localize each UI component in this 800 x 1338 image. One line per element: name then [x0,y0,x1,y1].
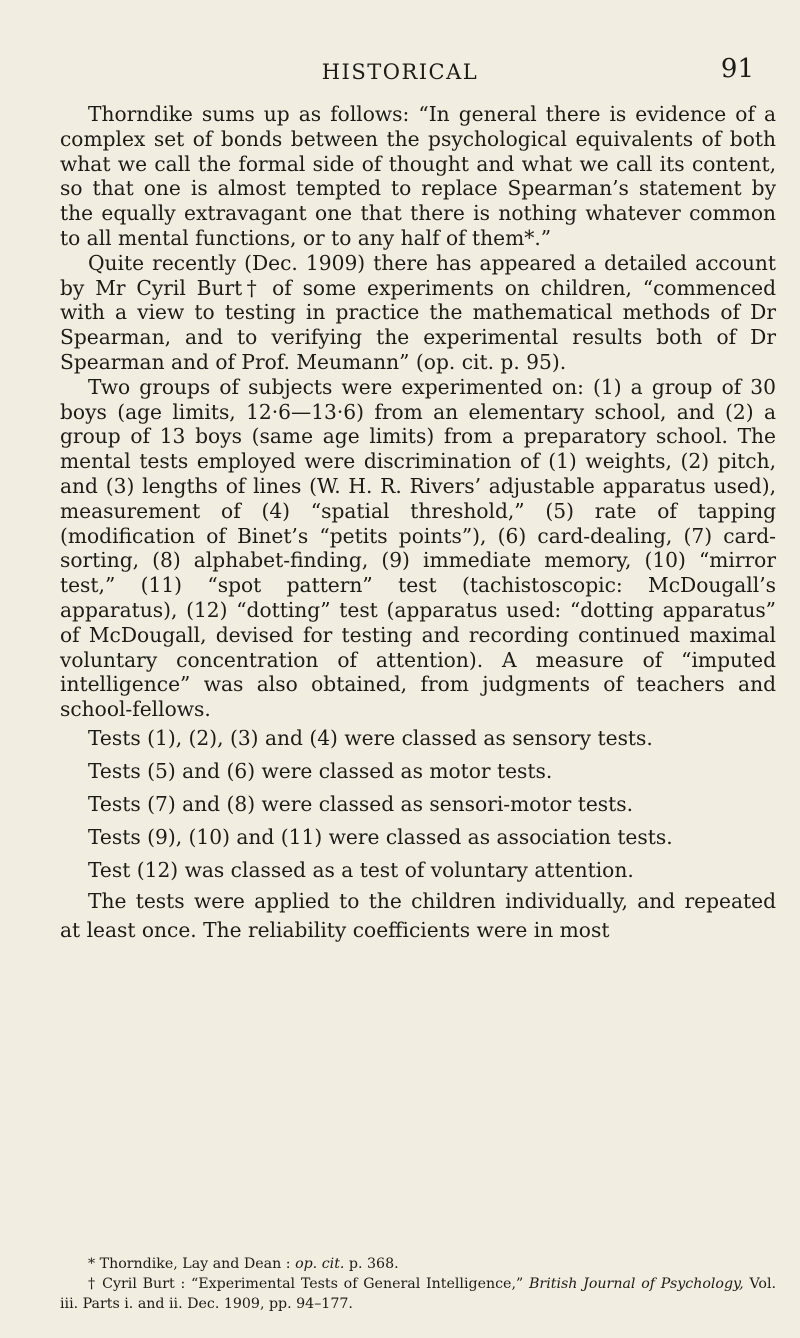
page-number: 91 [720,54,754,84]
footnote-burt-prefix: † Cyril Burt : “Experimental Tests of General Intelligence,” [88,1276,529,1292]
footnote-thorndike-suffix: p. 368. [344,1256,399,1272]
classification-motor: Tests (5) and (6) were classed as motor tests. [88,758,553,783]
footnote-thorndike-italic: op. cit. [295,1256,345,1272]
paragraph-thorndike: Thorndike sums up as follows: “In general there is evidence of a complex set of bonds between the psychological equivalents of both what we call the formal side of thought and what we call its content, so that one is almost tempted to replace Spearman’s statement by the equally extravagant one that there is nothing whatever common to all mental functions, or to any half of them*.” [60,102,776,250]
body-text [60,102,776,945]
running-head-title: HISTORICAL [321,60,479,84]
classification-association: Tests (9), (10) and (11) were classed as association tests. [88,824,673,849]
running-head [0,54,800,90]
footnote-thorndike [60,1254,776,1274]
classification-sensory: Tests (1), (2), (3) and (4) were classed as sensory tests. [88,725,653,750]
paragraph-closing: The tests were applied to the children individually, and repeated at least once. The reliability coefficients were in most [60,888,776,942]
footnote-burt-italic: British Journal of Psychology, [529,1276,744,1292]
classification-attention: Test (12) was classed as a test of voluntary attention. [88,857,634,882]
footnote-burt-suffix: Vol. iii. Parts i. and ii. Dec. 1909, pp. 94–177. [60,1276,776,1312]
footnote-burt [60,1274,776,1314]
footnote-thorndike-prefix: * Thorndike, Lay and Dean : [88,1256,296,1272]
classification-sensori-motor: Tests (7) and (8) were classed as sensori-motor tests. [88,791,634,816]
footnotes [60,1254,776,1314]
paragraph-groups: Two groups of subjects were experimented on: (1) a group of 30 boys (age limits, 12·6—13·6) from an elementary school, and (2) a group of 13 boys (same age limits) from a preparatory school. The mental tests employed were discrimination of (1) weights, (2) pitch, and (3) lengths of lines (W. H. R. Rivers’ adjustable apparatus used), measurement of (4) “spatial threshold,” (5) rate of tapping (modification of Binet’s “petits points”), (6) card-dealing, (7) card-sorting, (8) alphabet-finding, (9) immediate memory, (10) “mirror test,” (11) “spot pattern” test (tachistoscopic: McDougall’s apparatus), (12) “dotting” test (apparatus used: “dotting apparatus” of McDougall, devised for testing and recording continued maximal voluntary concentration of attention). A measure of “imputed intelligence” was also obtained, from judgments of teachers and school-fellows. [60,374,776,722]
paragraph-burt: Quite recently (Dec. 1909) there has appeared a detailed account by Mr Cyril Burt† of some experiments on children, “commenced with a view to testing in practice the mathematical methods of Dr Spearman, and to verifying the experimental results both of Dr Spearman and of Prof. Meumann” (op. cit. p. 95). [60,250,776,374]
